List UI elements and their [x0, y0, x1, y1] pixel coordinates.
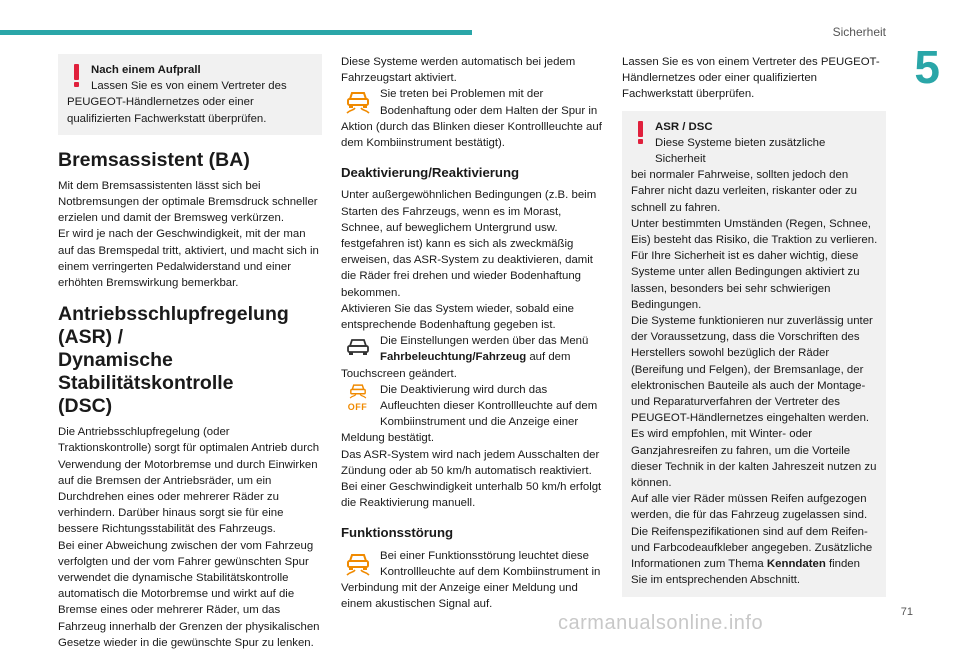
- notice-text: Auf alle vier Räder müssen Reifen aufgezogen werden, die für das Fahrzeug zugelassen sind.: [631, 493, 868, 522]
- notice-text: Es wird empfohlen, mit Winter- oder Ganzjahresreifen zu fahren, um die Vorteile dieser Technik in der kalten Jahreszeit nutzen zu können.: [631, 428, 877, 490]
- icon-paragraph: [341, 382, 603, 447]
- notice-title: Nach einem Aufprall: [91, 64, 201, 76]
- notice-text: PEUGEOT-Händlernetzes oder einer qualifizierten Fachwerkstatt überprüfen.: [67, 96, 267, 125]
- paragraph: Aktivieren Sie das System wieder, sobald eine entsprechende Bodenhaftung gegeben ist.: [341, 302, 574, 332]
- notice-text: bei normaler Fahrweise, sollten jedoch den Fahrer nicht dazu verleiten, riskanter oder zu schnell zu fahren.: [631, 169, 858, 214]
- text-run: Die Einstellungen werden über das Menü: [380, 335, 589, 348]
- paragraph: Die Antriebsschlupfregelung (oder Traktionskontrolle) sorgt für optimalen Antrieb durch Verwendung der Motorbremse und durch Einwirken auf die Bremsen der Antriebsräder, um ein Durchdrehen eines oder mehrerer Räder zu verhindern. Darüber hinaus sorgt sie für eine bessere Richtungsstabilität des Fahrzeugs.: [58, 426, 320, 536]
- text-run: Die Reifenspezifikationen sind auf dem Reifen- und Farbcodeaufkleber angegeben. Zusätzliche Informationen zum Thema: [631, 525, 873, 571]
- paragraph: Mit dem Bremsassistenten lässt sich bei Notbremsungen der optimale Bremsdruck schneller erzielen und damit der Bremsweg verkürzen.: [58, 179, 318, 225]
- paragraph: [341, 333, 603, 382]
- notice-text: Lassen Sie es von einem Vertreter des: [91, 80, 287, 93]
- section-reference: Kenndaten: [766, 558, 826, 571]
- section-title: Sicherheit: [832, 25, 886, 39]
- menu-name: Fahrbeleuchtung/Fahrzeug: [380, 351, 527, 364]
- chapter-number: 5: [914, 41, 940, 93]
- heading-malfunction: Funktionsstörung: [341, 525, 454, 541]
- notice-text: Die Systeme funktionieren nur zuverlässig unter der Voraussetzung, dass die Vorschriften des Herstellers sowohl bezüglich der Räder (Bereifung und Felgen), der Bremsanlage, der elektronischen Bauteile als auch der Montage- und Reparaturverfahren der Vertreter des PEUGEOT-Händlernetzes eingehalten werden.: [631, 315, 873, 425]
- column-2: [341, 54, 603, 613]
- heading-deactivation: Deaktivierung/Reaktivierung: [341, 165, 520, 181]
- paragraph: Lassen Sie es von einem Vertreter des PEUGEOT-Händlernetzes oder einer qualifizierten Fachwerkstatt überprüfen.: [622, 56, 880, 101]
- warning-exclamation-icon: [74, 64, 80, 87]
- icon-paragraph: [341, 333, 603, 382]
- page-number: 71: [900, 606, 913, 618]
- skidding-car-off-icon: [341, 383, 374, 415]
- notice-text: Unter bestimmten Umständen (Regen, Schnee, Eis) besteht das Risiko, die Traktion zu verlieren. Für Ihre Sicherheit ist es daher wichtig, diese Systeme unter allen Bedingungen aktiviert zu lassen, besonders bei sehr schwierigen Bedingungen.: [631, 217, 878, 311]
- notice-text: Diese Systeme bieten zusätzliche Sicherheit: [655, 136, 826, 166]
- heading-line: (DSC): [58, 395, 113, 418]
- off-label: OFF: [347, 401, 368, 412]
- paragraph: Die Deaktivierung wird durch das Aufleuchten dieser Kontrollleuchte auf dem Kombiinstrument und die Anzeige einer Meldung bestätigt.: [341, 383, 598, 445]
- heading-brake-assist: Bremsassistent (BA): [58, 148, 250, 171]
- heading-line: Dynamische Stabilitätskontrolle: [58, 349, 234, 395]
- paragraph: Unter außergewöhnlichen Bedingungen (z.B. beim Starten des Fahrzeugs, wenn es im Morast, Schnee, auf beweglichem Untergrund usw. festgefahren ist) kann es sich als zweckmäßig erweisen, das ASR-System zu deaktivieren, damit die Räder frei drehen und wieder Bodenhaftung bekommen.: [341, 189, 597, 299]
- column-1: [58, 54, 322, 651]
- paragraph: Das ASR-System wird nach jedem Ausschalten der Zündung oder ab 50 km/h automatisch reaktiviert.: [341, 448, 600, 477]
- notice-after-crash: [58, 54, 322, 135]
- skidding-car-icon: [341, 549, 374, 577]
- text-run: auf dem Touchscreen geändert.: [341, 351, 571, 380]
- paragraph: Bei einer Funktionsstörung leuchtet diese Kontrollleuchte auf dem Kombiinstrument in Verbindung mit der Anzeige einer Meldung und einem akustischen Signal auf.: [341, 549, 601, 611]
- warning-exclamation-icon: [638, 121, 644, 144]
- paragraph: Er wird je nach der Geschwindigkeit, mit der man auf das Bremspedal tritt, aktiviert, und macht sich in einem verringerten Pedalwiderstand und einer erhöhten Bremswirkung bemerkbar.: [58, 228, 319, 290]
- notice-text: [631, 524, 878, 589]
- vehicle-settings-icon: [341, 334, 374, 362]
- header-accent-bar: [0, 30, 472, 35]
- paragraph: Sie treten bei Problemen mit der Bodenhaftung oder dem Halten der Spur in Aktion (durch das Blinken dieser Kontrollleuchte auf dem Kombiinstrument bestätigt).: [341, 88, 602, 150]
- paragraph: Bei einer Geschwindigkeit unterhalb 50 km/h erfolgt die Reaktivierung manuell.: [341, 481, 602, 510]
- icon-paragraph: [341, 86, 603, 151]
- paragraph: Diese Systeme werden automatisch bei jedem Fahrzeugstart aktiviert.: [341, 56, 576, 85]
- text-run: finden Sie im entsprechenden Abschnitt.: [631, 558, 860, 587]
- column-3: [622, 54, 886, 597]
- heading-line: Antriebsschlupfregelung (ASR) /: [58, 303, 289, 349]
- skidding-car-icon: [341, 87, 374, 115]
- icon-paragraph: [341, 548, 603, 613]
- notice-asr-dsc: [622, 111, 886, 597]
- paragraph: Bei einer Abweichung zwischen der vom Fahrzeug verfolgten und der vom Fahrer gewünschten Spur verwendet die dynamische Stabilitätskontrolle automatisch die Motorbremse und wirkt auf die Bremse eines oder mehrerer Räder, um das Fahrzeug innerhalb der Grenzen der physikalischen Gesetze wieder in die gewünschte Spur zu lenken.: [58, 539, 320, 649]
- watermark: carmanualsonline.info: [558, 612, 764, 634]
- heading-asr-dsc: [58, 303, 322, 418]
- notice-title: ASR / DSC: [655, 120, 713, 133]
